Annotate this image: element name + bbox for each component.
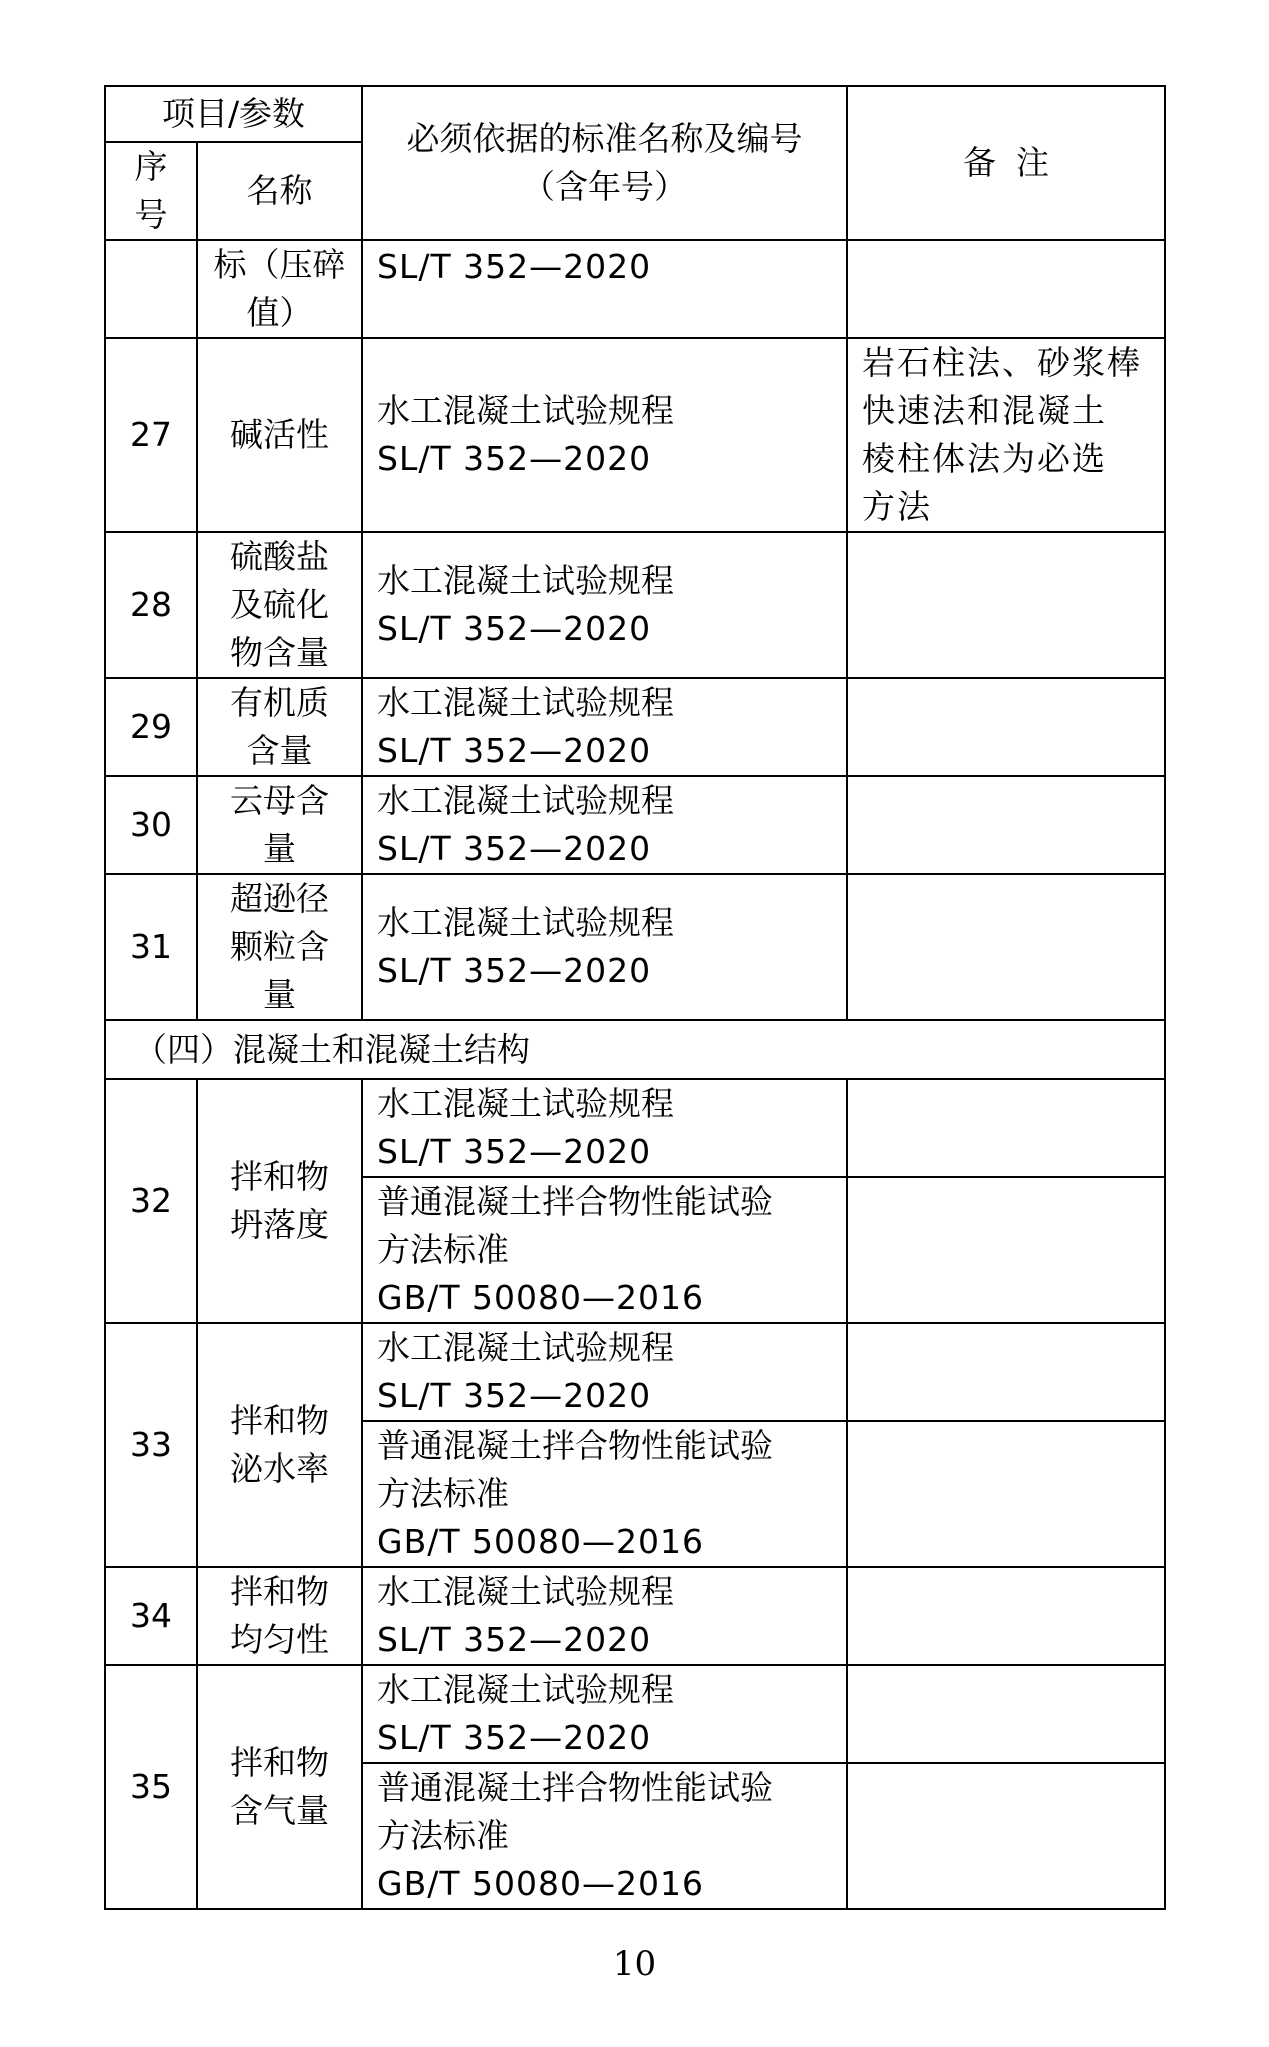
seq-cell: 31 <box>105 874 197 1020</box>
standard-cell: SL/T 352—2020 <box>362 240 847 338</box>
note-cell <box>847 1665 1165 1763</box>
table-row <box>105 532 1165 678</box>
note-cell <box>847 240 1165 338</box>
note-cell <box>847 1079 1165 1177</box>
name-cell: 拌和物 泌水率 <box>197 1323 362 1567</box>
section-row <box>105 1020 1165 1079</box>
name-cell: 碱活性 <box>197 338 362 532</box>
header-standard: 必须依据的标准名称及编号 （含年号） <box>362 86 847 240</box>
header-name: 名称 <box>197 142 362 240</box>
seq-cell: 27 <box>105 338 197 532</box>
note-cell: 岩石柱法、砂浆棒 快速法和混凝土 棱柱体法为必选 方法 <box>847 338 1165 532</box>
note-cell <box>847 1421 1165 1567</box>
name-cell: 拌和物 均匀性 <box>197 1567 362 1665</box>
table-row <box>105 776 1165 874</box>
note-cell <box>847 776 1165 874</box>
seq-cell: 35 <box>105 1665 197 1909</box>
note-cell <box>847 1567 1165 1665</box>
seq-cell <box>105 240 197 338</box>
table-row <box>105 240 1165 338</box>
section-title: （四）混凝土和混凝土结构 <box>105 1020 1165 1079</box>
standard-cell: 水工混凝土试验规程 SL/T 352—2020 <box>362 678 847 776</box>
seq-cell: 29 <box>105 678 197 776</box>
standard-cell: 水工混凝土试验规程 SL/T 352—2020 <box>362 776 847 874</box>
standard-cell: 水工混凝土试验规程 SL/T 352—2020 <box>362 1079 847 1177</box>
note-cell <box>847 678 1165 776</box>
table-row <box>105 338 1165 532</box>
name-cell: 标（压碎 值） <box>197 240 362 338</box>
table-row <box>105 678 1165 776</box>
seq-cell: 33 <box>105 1323 197 1567</box>
standard-cell: 普通混凝土拌合物性能试验 方法标准 GB/T 50080—2016 <box>362 1421 847 1567</box>
header-item-param: 项目/参数 <box>105 86 362 142</box>
name-cell: 拌和物 坍落度 <box>197 1079 362 1323</box>
name-cell: 云母含 量 <box>197 776 362 874</box>
name-cell: 硫酸盐 及硫化 物含量 <box>197 532 362 678</box>
table-row <box>105 1323 1165 1421</box>
table-row <box>105 1567 1165 1665</box>
standard-cell: 水工混凝土试验规程 SL/T 352—2020 <box>362 1665 847 1763</box>
table-row <box>105 874 1165 1020</box>
note-cell <box>847 1323 1165 1421</box>
standard-cell: 普通混凝土拌合物性能试验 方法标准 GB/T 50080—2016 <box>362 1763 847 1909</box>
seq-cell: 28 <box>105 532 197 678</box>
note-cell <box>847 1177 1165 1323</box>
header-note: 备注 <box>847 86 1165 240</box>
standard-cell: 普通混凝土拌合物性能试验 方法标准 GB/T 50080—2016 <box>362 1177 847 1323</box>
seq-cell: 34 <box>105 1567 197 1665</box>
name-cell: 有机质 含量 <box>197 678 362 776</box>
standard-cell: 水工混凝土试验规程 SL/T 352—2020 <box>362 1323 847 1421</box>
page-number: 10 <box>612 1944 657 1984</box>
note-cell <box>847 874 1165 1020</box>
note-cell <box>847 532 1165 678</box>
standards-table <box>104 85 1166 1910</box>
standard-cell: 水工混凝土试验规程 SL/T 352—2020 <box>362 338 847 532</box>
name-cell: 拌和物 含气量 <box>197 1665 362 1909</box>
standard-cell: 水工混凝土试验规程 SL/T 352—2020 <box>362 1567 847 1665</box>
note-cell <box>847 1763 1165 1909</box>
name-cell: 超逊径 颗粒含 量 <box>197 874 362 1020</box>
seq-cell: 30 <box>105 776 197 874</box>
seq-cell: 32 <box>105 1079 197 1323</box>
header-seq: 序 号 <box>105 142 197 240</box>
standard-cell: 水工混凝土试验规程 SL/T 352—2020 <box>362 532 847 678</box>
table-row <box>105 1079 1165 1177</box>
table-row <box>105 1665 1165 1763</box>
standard-cell: 水工混凝土试验规程 SL/T 352—2020 <box>362 874 847 1020</box>
